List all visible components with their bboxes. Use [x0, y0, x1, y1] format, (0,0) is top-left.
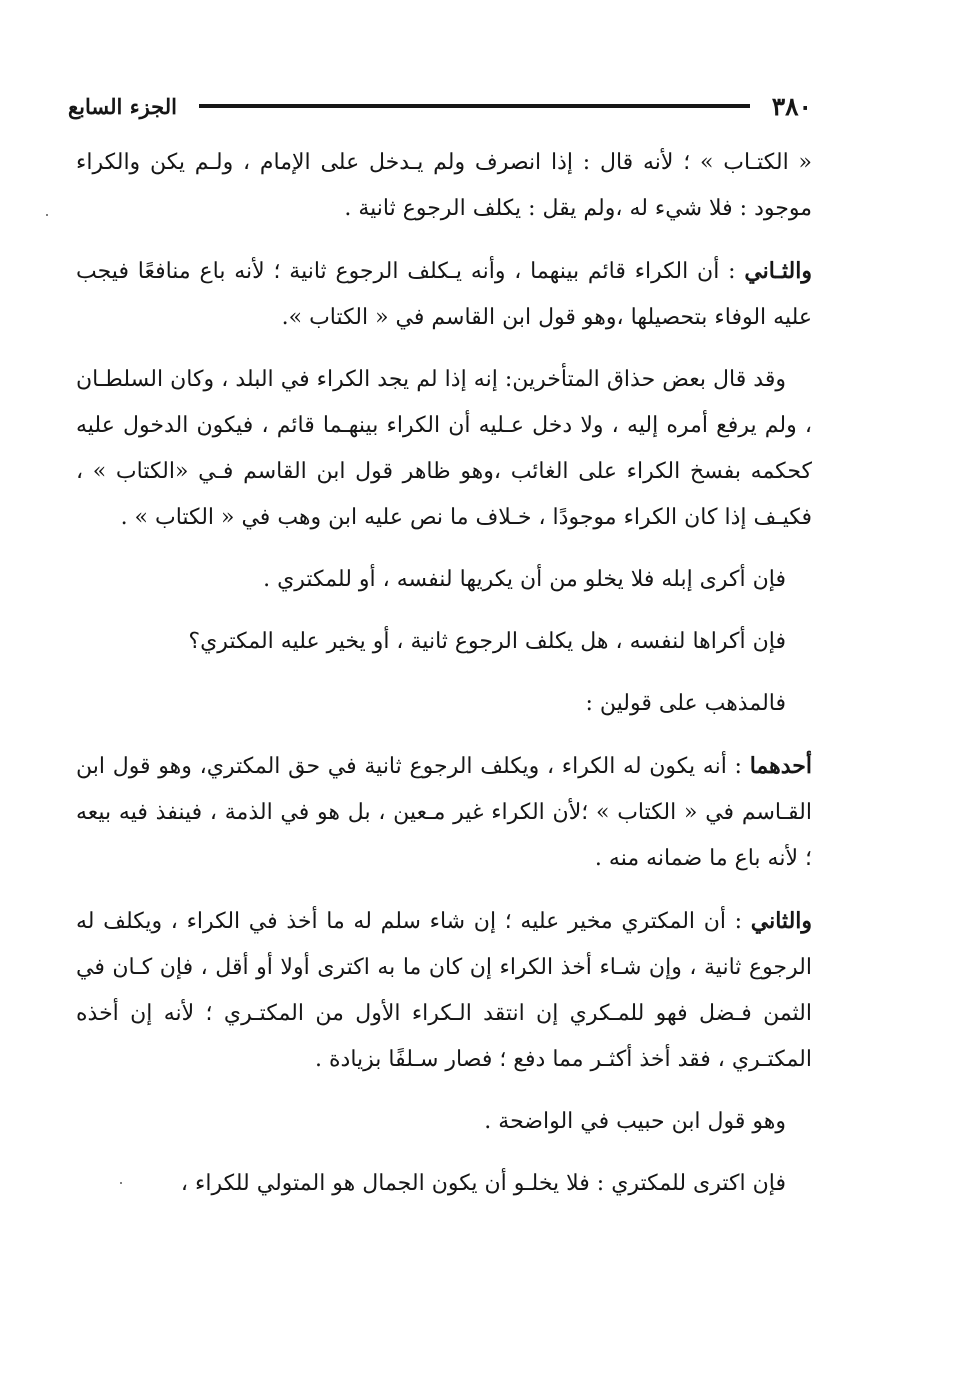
paragraph-lead-word: والثـاني: [744, 258, 812, 284]
paragraph-text: فإن أكراها لنفسه ، هل يكلف الرجوع ثانية ، أو يخير عليه المكتري؟: [188, 629, 786, 654]
paragraph-9: [76, 1099, 812, 1145]
paragraph-lead-word: والثاني: [750, 908, 813, 934]
page-number: ٣٨٠: [771, 91, 812, 121]
paragraph-2: [76, 248, 812, 341]
body-text: [76, 140, 812, 1223]
paragraph-text: وهو قول ابن حبيب في الواضحة .: [484, 1109, 786, 1134]
paragraph-6: [76, 681, 812, 727]
paragraph-text: : أن الكراء قائم بينهما ، وأنه يـكلف الرجوع ثانية ؛ لأنه باع منافعًا فيجب عليه الوفاء بتحصيلها ،وهو قول ابن القاسم في « الكتاب ».: [76, 259, 812, 330]
header-rule: [199, 104, 750, 108]
scan-speck: [46, 214, 48, 216]
paragraph-text: : أنه يكون له الكراء ، ويكلف الرجوع ثانية في حق المكتري، وهو قول ابن القـاسم في « الكتاب » ؛لأن الكراء غير مـعين ، بل هو في الذمة ، فينفذ فيه بيعه ؛ لأنه باع ما ضمانه منه .: [76, 754, 812, 871]
paragraph-text: فإن اكترى للمكتري : فلا يخلـو أن يكون الجمال هو المتولي للكراء ،: [180, 1171, 786, 1196]
paragraph-5: [76, 619, 812, 665]
paragraph-text: وقد قال بعض حذاق المتأخرين: إنه إذا لم يجد الكراء في البلد ، وكان السلطـان ، ولم يرفع أمره إليه ، ولا دخل عـليه أن الكراء بينهـما قائم ، فيكون الدخول عليه كحكمه بفسخ الكراء على الغائب ،وهو ظاهر قول ابن القاسم فـي «الكتاب » ، فكيـف إذا كان الكراء موجودًا ، خـلاف ما نص عليه ابن وهب في « الكتاب » .: [76, 367, 812, 530]
paragraph-1: [76, 140, 812, 232]
paragraph-4: [76, 557, 812, 603]
paragraph-text: فالمذهب على قولين :: [585, 691, 786, 716]
running-header: [68, 86, 812, 126]
paragraph-3: [76, 357, 812, 541]
scan-speck: [120, 1182, 122, 1184]
paragraph-7: [76, 743, 812, 882]
part-title: الجزء السابع: [68, 93, 177, 119]
paragraph-text: فإن أكرى إبله فلا يخلو من أن يكريها لنفسه ، أو للمكتري .: [263, 567, 786, 592]
paragraph-8: [76, 898, 812, 1083]
paragraph-text: « الكتـاب » ؛ لأنه قال : إذا انصرف ولم يـدخل على الإمام ، ولـم يكن والكراء موجود : فلا شيء له ،ولم يقل : يكلف الرجوع ثانية .: [76, 150, 812, 221]
paragraph-text: : أن المكتري مخير عليه ؛ إن شاء سلم له ما أخذ في الكراء ، ويكلف له الرجوع ثانية ، وإن شـاء أخذ الكراء إن كان ما به اكترى أولا أو أقل ، فإن كـان في الثمن فـضل فهو للمـكري إن انتقد الـكراء الأول من المكتـري ؛ لأنه إن أخذه المكتـري ، فقد أخذ أكثـر مما دفع ؛ فصار سـلفًا بزيادة .: [76, 909, 812, 1072]
paragraph-10: [76, 1161, 812, 1207]
paragraph-lead-word: أحدهما: [749, 753, 813, 779]
